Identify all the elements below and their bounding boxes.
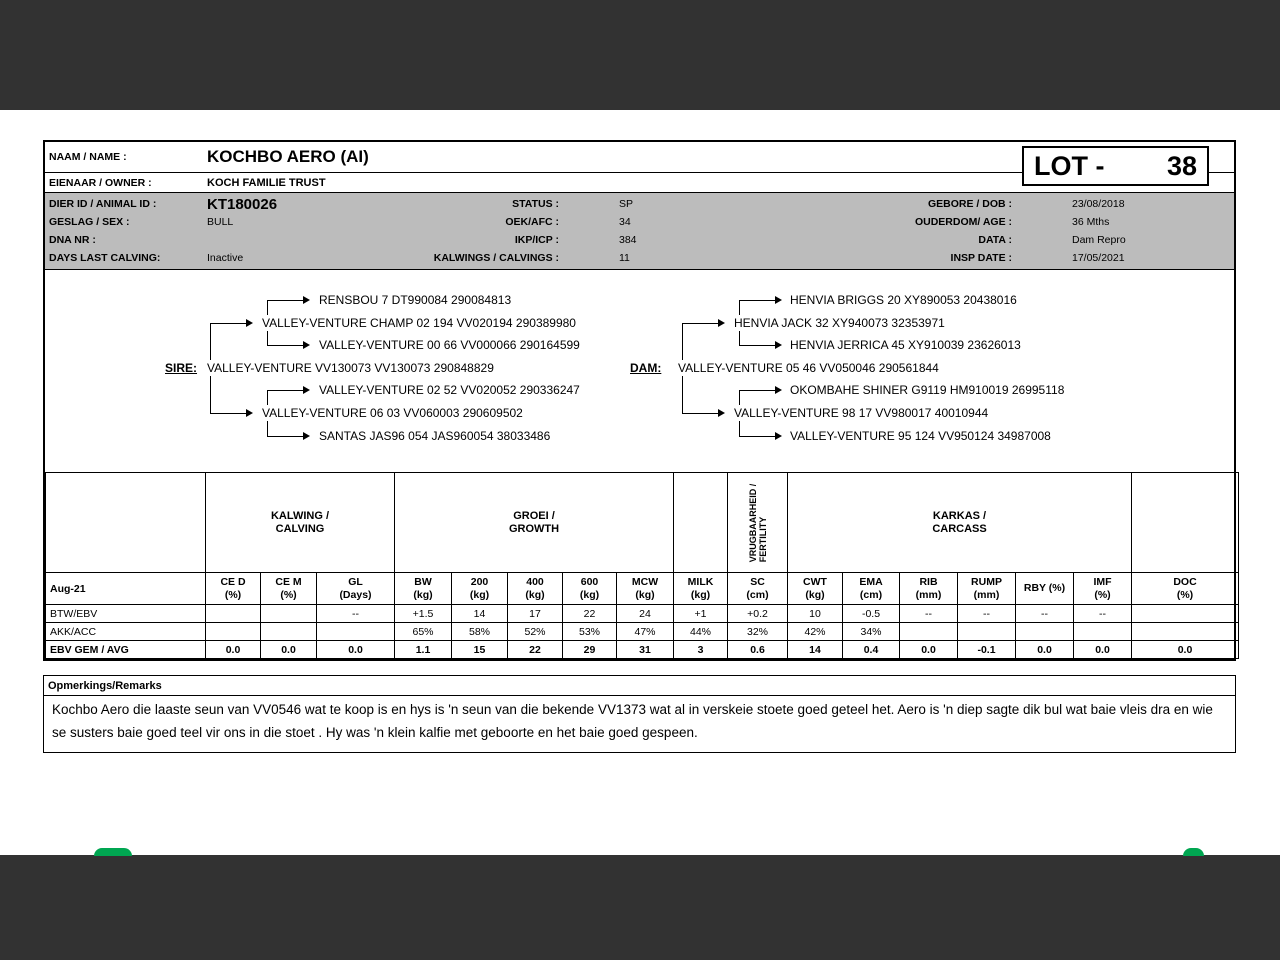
ebv-col-header bbox=[1132, 573, 1239, 605]
ebv-cell bbox=[206, 605, 261, 623]
dob-value: 23/08/2018 bbox=[1072, 198, 1125, 210]
pedigree-connector bbox=[739, 300, 775, 301]
lot-box bbox=[1022, 146, 1209, 186]
ebv-cell bbox=[1132, 623, 1239, 641]
ebv-cell: +1 bbox=[674, 605, 728, 623]
afc-label: OEK/AFC : bbox=[505, 216, 559, 228]
catalog-page bbox=[43, 140, 1236, 753]
last-calving-value: Inactive bbox=[207, 252, 244, 264]
ebv-col-unit: (kg) bbox=[579, 588, 600, 601]
dam-name: VALLEY-VENTURE 05 46 VV050046 290561844 bbox=[675, 360, 942, 376]
ebv-group-cell bbox=[46, 473, 206, 573]
pedigree-connector bbox=[267, 436, 303, 437]
status-label: STATUS : bbox=[512, 198, 559, 210]
ebv-col-unit: (%) bbox=[224, 588, 242, 601]
ebv-row-label: EBV GEM / AVG bbox=[46, 641, 206, 659]
logo-fragment-right bbox=[1183, 848, 1204, 856]
ebv-cell: 0.0 bbox=[261, 641, 317, 659]
ebv-cell: 14 bbox=[788, 641, 843, 659]
ebv-group-line: KALWING / bbox=[270, 509, 330, 522]
ebv-group-line: CARCASS bbox=[932, 522, 987, 535]
insp-date-value: 17/05/2021 bbox=[1072, 252, 1125, 264]
ebv-col-header bbox=[617, 573, 674, 605]
ebv-group-line: VRUGBAARHEID / bbox=[747, 483, 758, 562]
arrow-icon bbox=[246, 319, 253, 327]
pedigree-connector bbox=[210, 413, 246, 414]
arrow-icon bbox=[303, 341, 310, 349]
arrow-icon bbox=[775, 341, 782, 349]
ebv-col-name: CWT bbox=[803, 575, 827, 588]
ebv-cell: 47% bbox=[617, 623, 674, 641]
status-value: SP bbox=[619, 198, 634, 210]
sire-grandparent3: VALLEY-VENTURE 02 52 VV020052 290336247 bbox=[316, 382, 583, 398]
ebv-cell bbox=[317, 623, 395, 641]
ebv-group-cell bbox=[395, 473, 674, 573]
pedigree-connector bbox=[267, 390, 303, 391]
info-row bbox=[45, 195, 1234, 213]
dam-label: DAM: bbox=[627, 360, 664, 376]
ebv-col-name: RUMP bbox=[971, 575, 1002, 588]
ebv-cell: 0.0 bbox=[1016, 641, 1074, 659]
arrow-icon bbox=[775, 386, 782, 394]
ebv-cell: 22 bbox=[563, 605, 617, 623]
ebv-col-name: 400 bbox=[526, 575, 544, 588]
ebv-group-line: KARKAS / bbox=[932, 509, 987, 522]
ebv-cell: 0.0 bbox=[317, 641, 395, 659]
ebv-col-name: 200 bbox=[470, 575, 489, 588]
sire-grandparent2: VALLEY-VENTURE 00 66 VV000066 290164599 bbox=[316, 337, 583, 353]
last-calving-label: DAYS LAST CALVING: bbox=[49, 252, 161, 264]
ebv-col-name: BW bbox=[414, 575, 432, 588]
ebv-cell bbox=[261, 623, 317, 641]
calvings-label: KALWINGS / CALVINGS : bbox=[433, 252, 559, 264]
ebv-cell: 29 bbox=[563, 641, 617, 659]
calvings-value: 11 bbox=[619, 252, 630, 264]
ebv-group-cell bbox=[1132, 473, 1239, 573]
ebv-group-line: CALVING bbox=[275, 522, 325, 535]
sire-name: VALLEY-VENTURE VV130073 VV130073 290848829 bbox=[204, 360, 497, 376]
ebv-col-unit: (%) bbox=[1094, 588, 1111, 601]
remarks-text: Kochbo Aero die laaste seun van VV0546 wat te koop is en hys is 'n seun van die bekende VV1373 wat al in verskeie stoete goed geteel het. Aero is 'n diep sagte dik bul wat baie vleis dra en wie se susters baie goed teel vir ons in die stoet . Hy was 'n klein kalfie met geboorte en het baie goed gespeen. bbox=[52, 702, 1213, 740]
ebv-cell: 1.1 bbox=[395, 641, 452, 659]
ebv-cell bbox=[261, 605, 317, 623]
ebv-col-unit: (kg) bbox=[525, 588, 545, 601]
arrow-icon bbox=[718, 319, 725, 327]
ebv-col-name: 600 bbox=[580, 575, 599, 588]
ebv-col-unit: (kg) bbox=[690, 588, 711, 601]
ebv-group-line: FERTILITY bbox=[757, 516, 768, 562]
ebv-cell bbox=[900, 623, 958, 641]
data-label: DATA : bbox=[978, 234, 1012, 246]
ebv-col-name: SC bbox=[750, 575, 765, 588]
ebv-cell: -0.1 bbox=[958, 641, 1016, 659]
ebv-group-cell bbox=[206, 473, 395, 573]
ebv-col-name: RBY (%) bbox=[1023, 582, 1066, 594]
ebv-cell bbox=[958, 623, 1016, 641]
ebv-group-line: GROWTH bbox=[508, 522, 560, 535]
insp-date-label: INSP DATE : bbox=[950, 252, 1012, 264]
ebv-cell: 0.4 bbox=[843, 641, 900, 659]
dna-label: DNA NR : bbox=[49, 234, 96, 246]
lot-label: LOT - bbox=[1034, 150, 1105, 181]
ebv-cell: 14 bbox=[452, 605, 508, 623]
name-row bbox=[45, 142, 1234, 181]
arrow-icon bbox=[246, 409, 253, 417]
owner-name: KOCH FAMILIE TRUST bbox=[207, 176, 326, 189]
sire-parent2: VALLEY-VENTURE 06 03 VV060003 290609502 bbox=[259, 405, 526, 421]
animal-id-value: KT180026 bbox=[207, 195, 278, 213]
ebv-table bbox=[45, 472, 1239, 659]
afc-value: 34 bbox=[619, 216, 631, 228]
ebv-group-cell bbox=[788, 473, 1132, 573]
ebv-col-unit: (kg) bbox=[469, 588, 490, 601]
ebv-col-header bbox=[317, 573, 395, 605]
ebv-group-row bbox=[46, 473, 1239, 573]
ebv-col-header bbox=[788, 573, 843, 605]
logo-fragment-left bbox=[94, 848, 132, 856]
ebv-cell: 44% bbox=[674, 623, 728, 641]
ebv-cell bbox=[1132, 605, 1239, 623]
age-label: OUDERDOM/ AGE : bbox=[914, 216, 1012, 228]
sex-value: BULL bbox=[207, 216, 234, 228]
remarks-heading: Opmerkings/Remarks bbox=[44, 676, 1235, 696]
ebv-col-header bbox=[1074, 573, 1132, 605]
ebv-cell: -- bbox=[317, 605, 395, 623]
ebv-cell: 3 bbox=[674, 641, 728, 659]
ebv-group-cell bbox=[728, 473, 788, 573]
arrow-icon bbox=[775, 296, 782, 304]
sire-grandparent4: SANTAS JAS96 054 JAS960054 38033486 bbox=[316, 428, 553, 444]
ebv-col-unit: (%) bbox=[280, 588, 297, 601]
ebv-col-unit: (cm) bbox=[746, 588, 769, 601]
ebv-cell: 10 bbox=[788, 605, 843, 623]
ebv-col-name: IMF bbox=[1093, 575, 1112, 588]
info-row bbox=[45, 231, 1234, 249]
fertility-group-label bbox=[748, 483, 768, 562]
ebv-data-row bbox=[46, 623, 1239, 641]
remarks-box bbox=[43, 675, 1236, 753]
dam-grandparent1: HENVIA BRIGGS 20 XY890053 20438016 bbox=[787, 292, 1020, 308]
ebv-data-row bbox=[46, 605, 1239, 623]
ebv-cell: -- bbox=[900, 605, 958, 623]
viewer-bottom-bar bbox=[0, 855, 1280, 960]
ebv-col-unit: (mm) bbox=[973, 588, 1000, 601]
ebv-col-header bbox=[958, 573, 1016, 605]
ebv-cell bbox=[1074, 623, 1132, 641]
dam-parent1: HENVIA JACK 32 XY940073 32353971 bbox=[731, 315, 948, 331]
ebv-cell: -- bbox=[1016, 605, 1074, 623]
ebv-cell: -- bbox=[1074, 605, 1132, 623]
ebv-cell: 0.0 bbox=[1132, 641, 1239, 659]
ebv-col-header bbox=[674, 573, 728, 605]
ebv-col-name: CE D bbox=[220, 575, 246, 588]
ebv-cell: 0.0 bbox=[1074, 641, 1132, 659]
ebv-col-unit: (kg) bbox=[805, 588, 825, 601]
ebv-cell: 53% bbox=[563, 623, 617, 641]
ebv-row-label: BTW/EBV bbox=[46, 605, 206, 623]
ebv-col-header bbox=[1016, 573, 1074, 605]
ebv-col-unit: (cm) bbox=[859, 588, 883, 601]
name-label: NAAM / NAME : bbox=[49, 151, 127, 163]
ebv-cell: 34% bbox=[843, 623, 900, 641]
ebv-col-header bbox=[206, 573, 261, 605]
arrow-icon bbox=[775, 432, 782, 440]
ebv-cell: 17 bbox=[508, 605, 563, 623]
ebv-data-row bbox=[46, 641, 1239, 659]
ebv-col-header bbox=[900, 573, 958, 605]
sire-label: SIRE: bbox=[162, 360, 200, 376]
arrow-icon bbox=[303, 296, 310, 304]
ebv-cell: 22 bbox=[508, 641, 563, 659]
icp-value: 384 bbox=[619, 234, 637, 246]
ebv-col-unit: (kg) bbox=[413, 588, 433, 601]
pedigree-connector bbox=[739, 345, 775, 346]
ebv-cell: 0.0 bbox=[900, 641, 958, 659]
dam-grandparent2: HENVIA JERRICA 45 XY910039 23626013 bbox=[787, 337, 1024, 353]
dam-grandparent3: OKOMBAHE SHINER G9119 HM910019 26995118 bbox=[787, 382, 1067, 398]
pedigree-connector bbox=[682, 413, 718, 414]
ebv-col-name: MILK bbox=[687, 575, 714, 588]
ebv-cell: +1.5 bbox=[395, 605, 452, 623]
ebv-cell: +0.2 bbox=[728, 605, 788, 623]
dam-grandparent4: VALLEY-VENTURE 95 124 VV950124 34987008 bbox=[787, 428, 1054, 444]
ebv-cell: 0.6 bbox=[728, 641, 788, 659]
ebv-col-header bbox=[563, 573, 617, 605]
ebv-col-name: CE M bbox=[275, 575, 302, 588]
ebv-col-header bbox=[508, 573, 563, 605]
dam-parent2: VALLEY-VENTURE 98 17 VV980017 40010944 bbox=[731, 405, 991, 421]
ebv-col-name: RIB bbox=[919, 575, 938, 588]
ebv-cell bbox=[206, 623, 261, 641]
icp-label: IKP/ICP : bbox=[514, 234, 559, 246]
arrow-icon bbox=[718, 409, 725, 417]
viewer-top-bar bbox=[0, 0, 1280, 110]
animal-id-label: DIER ID / ANIMAL ID : bbox=[49, 198, 157, 210]
arrow-icon bbox=[303, 386, 310, 394]
ebv-col-unit: (mm) bbox=[915, 588, 942, 601]
animal-name: KOCHBO AERO (AI) bbox=[207, 147, 369, 166]
ebv-cell: 42% bbox=[788, 623, 843, 641]
pedigree-connector bbox=[739, 436, 775, 437]
ebv-cell: 52% bbox=[508, 623, 563, 641]
ebv-header-row bbox=[46, 573, 1239, 605]
lot-number: 38 bbox=[1166, 150, 1197, 181]
pedigree-connector bbox=[210, 323, 246, 324]
pedigree-connector bbox=[267, 300, 303, 301]
ebv-col-header bbox=[261, 573, 317, 605]
ebv-group-line: GROEI / bbox=[513, 509, 555, 522]
ebv-cell: 32% bbox=[728, 623, 788, 641]
ebv-cell: 0.0 bbox=[206, 641, 261, 659]
ebv-cell: 24 bbox=[617, 605, 674, 623]
sire-grandparent1: RENSBOU 7 DT990084 290084813 bbox=[316, 292, 514, 308]
ebv-cell: 65% bbox=[395, 623, 452, 641]
ebv-col-unit: (kg) bbox=[635, 588, 655, 601]
sire-parent1: VALLEY-VENTURE CHAMP 02 194 VV020194 290389980 bbox=[259, 315, 579, 331]
ebv-col-header bbox=[728, 573, 788, 605]
ebv-cell: 31 bbox=[617, 641, 674, 659]
ebv-cell bbox=[1016, 623, 1074, 641]
sex-label: GESLAG / SEX : bbox=[49, 216, 130, 228]
dob-label: GEBORE / DOB : bbox=[927, 198, 1012, 210]
ebv-col-name: MCW bbox=[631, 575, 659, 588]
info-row bbox=[45, 249, 1234, 267]
ebv-col-header bbox=[452, 573, 508, 605]
ebv-date-cell: Aug-21 bbox=[46, 573, 206, 605]
ebv-cell: -- bbox=[958, 605, 1016, 623]
ebv-row-label: AKK/ACC bbox=[46, 623, 206, 641]
ebv-col-name: GL bbox=[348, 575, 363, 588]
pedigree-connector bbox=[267, 345, 303, 346]
ebv-cell: -0.5 bbox=[843, 605, 900, 623]
pedigree-connector bbox=[682, 323, 718, 324]
info-row bbox=[45, 213, 1234, 231]
ebv-col-header bbox=[395, 573, 452, 605]
ebv-col-header bbox=[843, 573, 900, 605]
ebv-col-unit: (Days) bbox=[339, 588, 372, 601]
ebv-col-name: DOC bbox=[1173, 575, 1197, 588]
ebv-col-name: EMA bbox=[859, 575, 883, 588]
pedigree-connector bbox=[739, 390, 775, 391]
owner-label: EIENAAR / OWNER : bbox=[49, 176, 152, 189]
ebv-cell: 15 bbox=[452, 641, 508, 659]
age-value: 36 Mths bbox=[1072, 216, 1110, 228]
data-value: Dam Repro bbox=[1072, 234, 1126, 246]
ebv-group-cell bbox=[674, 473, 728, 573]
ebv-cell: 58% bbox=[452, 623, 508, 641]
ebv-col-unit: (%) bbox=[1176, 588, 1194, 601]
arrow-icon bbox=[303, 432, 310, 440]
animal-card bbox=[43, 140, 1236, 661]
pedigree-section bbox=[45, 270, 1234, 472]
animal-info-band bbox=[45, 192, 1234, 270]
